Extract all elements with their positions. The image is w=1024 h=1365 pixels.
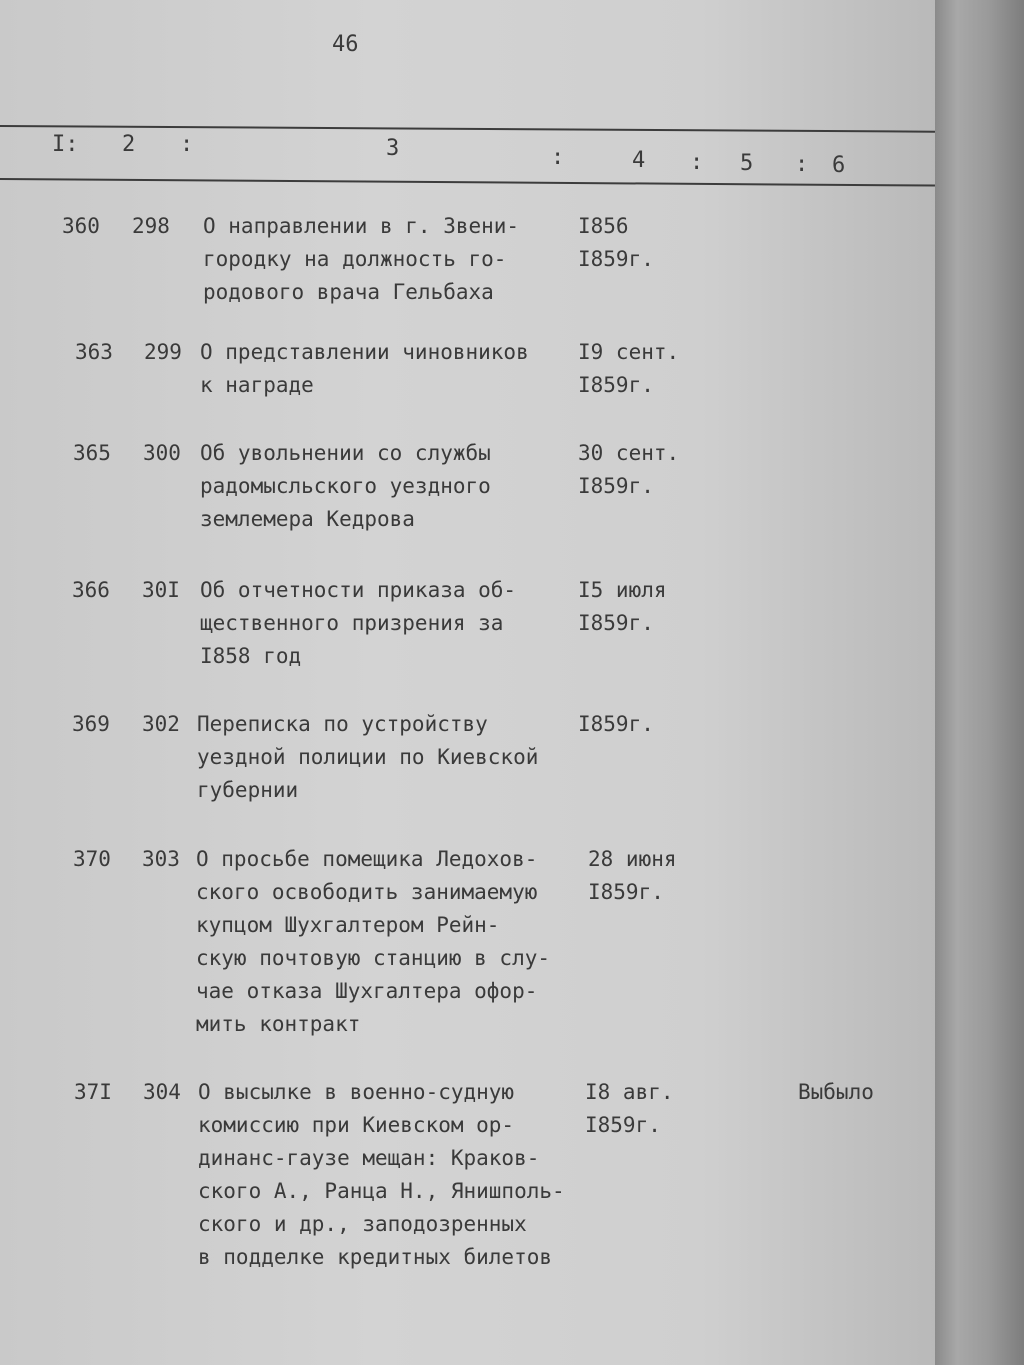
row-title-line: радомысльского уездного	[200, 474, 491, 498]
header-sep3: :	[690, 150, 704, 175]
row-title-line: городку на должность го-	[203, 247, 507, 271]
row-title-line: О представлении чиновников	[200, 340, 529, 364]
row-date-line: I859г.	[578, 712, 654, 736]
row-seq-number: 365	[73, 441, 111, 465]
row-title-line: к награде	[200, 373, 314, 397]
row-title	[196, 843, 550, 1041]
row-date	[578, 210, 654, 276]
row-date-line: I8 авг.	[585, 1080, 674, 1104]
row-file-number: 299	[144, 340, 182, 364]
row-date-line: I9 сент.	[578, 340, 680, 364]
row-date-line: I859г.	[578, 247, 654, 271]
header-col3: 3	[386, 136, 400, 161]
row-title-line: Об увольнении со службы	[200, 441, 491, 465]
row-seq-number: 370	[73, 847, 111, 871]
row-seq-number: 369	[72, 712, 110, 736]
row-title-line: мить контракт	[196, 1012, 361, 1036]
page-number: 46	[332, 32, 359, 57]
row-date-line: I859г.	[578, 611, 654, 635]
row-title-line: О высылке в военно-судную	[198, 1080, 515, 1104]
row-title-line: родового врача Гельбаха	[203, 280, 494, 304]
header-col5: 5	[740, 151, 754, 176]
row-title-line: О просьбе помещика Ледохов-	[196, 847, 538, 871]
row-title-line: ского и др., заподозренных	[198, 1212, 527, 1236]
row-seq-number: 363	[75, 340, 113, 364]
row-title-line: щественного призрения за	[200, 611, 504, 635]
row-file-number: 298	[132, 214, 170, 238]
row-title-line: купцом Шухгалтером Рейн-	[196, 913, 500, 937]
row-note: Выбыло	[798, 1080, 874, 1104]
header-sep2: :	[551, 145, 565, 170]
row-title	[198, 1076, 565, 1274]
row-file-number: 303	[142, 847, 180, 871]
row-title-line: уездной полиции по Киевской	[197, 745, 539, 769]
row-date-line: 30 сент.	[578, 441, 680, 465]
row-title-line: землемера Кедрова	[200, 507, 415, 531]
row-date	[585, 1076, 674, 1142]
row-title-line: динанс-гаузе мещан: Краков-	[198, 1146, 540, 1170]
row-date	[578, 336, 679, 402]
row-file-number: 302	[142, 712, 180, 736]
row-seq-number: 366	[72, 578, 110, 602]
row-title-line: Переписка по устройству	[197, 712, 488, 736]
row-file-number: 30I	[142, 578, 180, 602]
row-seq-number: 37I	[74, 1080, 112, 1104]
row-title-line: О направлении в г. Звени-	[203, 214, 520, 238]
row-title-line: скую почтовую станцию в слу-	[196, 946, 551, 970]
row-date-line: 28 июня	[588, 847, 677, 871]
row-date	[578, 437, 679, 503]
row-date	[588, 843, 677, 909]
row-title-line: ского освободить занимаемую	[196, 880, 538, 904]
row-title	[200, 336, 529, 402]
row-date	[578, 708, 654, 741]
row-title-line: чае отказа Шухгалтера офор-	[196, 979, 538, 1003]
header-col2: 2	[122, 132, 136, 157]
page-shadow-edge	[935, 0, 1024, 1365]
row-title	[203, 210, 519, 309]
row-date-line: I856	[578, 214, 629, 238]
row-title-line: I858 год	[200, 644, 302, 668]
row-date-line: I859г.	[578, 474, 654, 498]
row-file-number: 304	[143, 1080, 181, 1104]
row-date-line: I859г.	[588, 880, 664, 904]
row-title-line: губернии	[197, 778, 299, 802]
row-date-line: I859г.	[578, 373, 654, 397]
row-title-line: комиссию при Киевском ор-	[198, 1113, 515, 1137]
row-date-line: I859г.	[585, 1113, 661, 1137]
row-date-line: I5 июля	[578, 578, 667, 602]
header-col1: I:	[52, 132, 79, 157]
row-seq-number: 360	[62, 214, 100, 238]
header-bottom-rule	[0, 178, 935, 187]
header-col4: 4	[632, 148, 646, 173]
row-date	[578, 574, 667, 640]
row-title-line: Об отчетности приказа об-	[200, 578, 517, 602]
row-title	[197, 708, 538, 807]
row-title	[200, 437, 491, 536]
row-title-line: ского А., Ранца Н., Янишполь-	[198, 1179, 565, 1203]
header-col6: 6	[832, 153, 846, 178]
header-sep1: :	[180, 132, 194, 157]
row-title-line: в подделке кредитных билетов	[198, 1245, 553, 1269]
header-sep4: :	[795, 152, 809, 177]
header-top-rule	[0, 125, 935, 133]
row-title	[200, 574, 516, 673]
row-file-number: 300	[143, 441, 181, 465]
